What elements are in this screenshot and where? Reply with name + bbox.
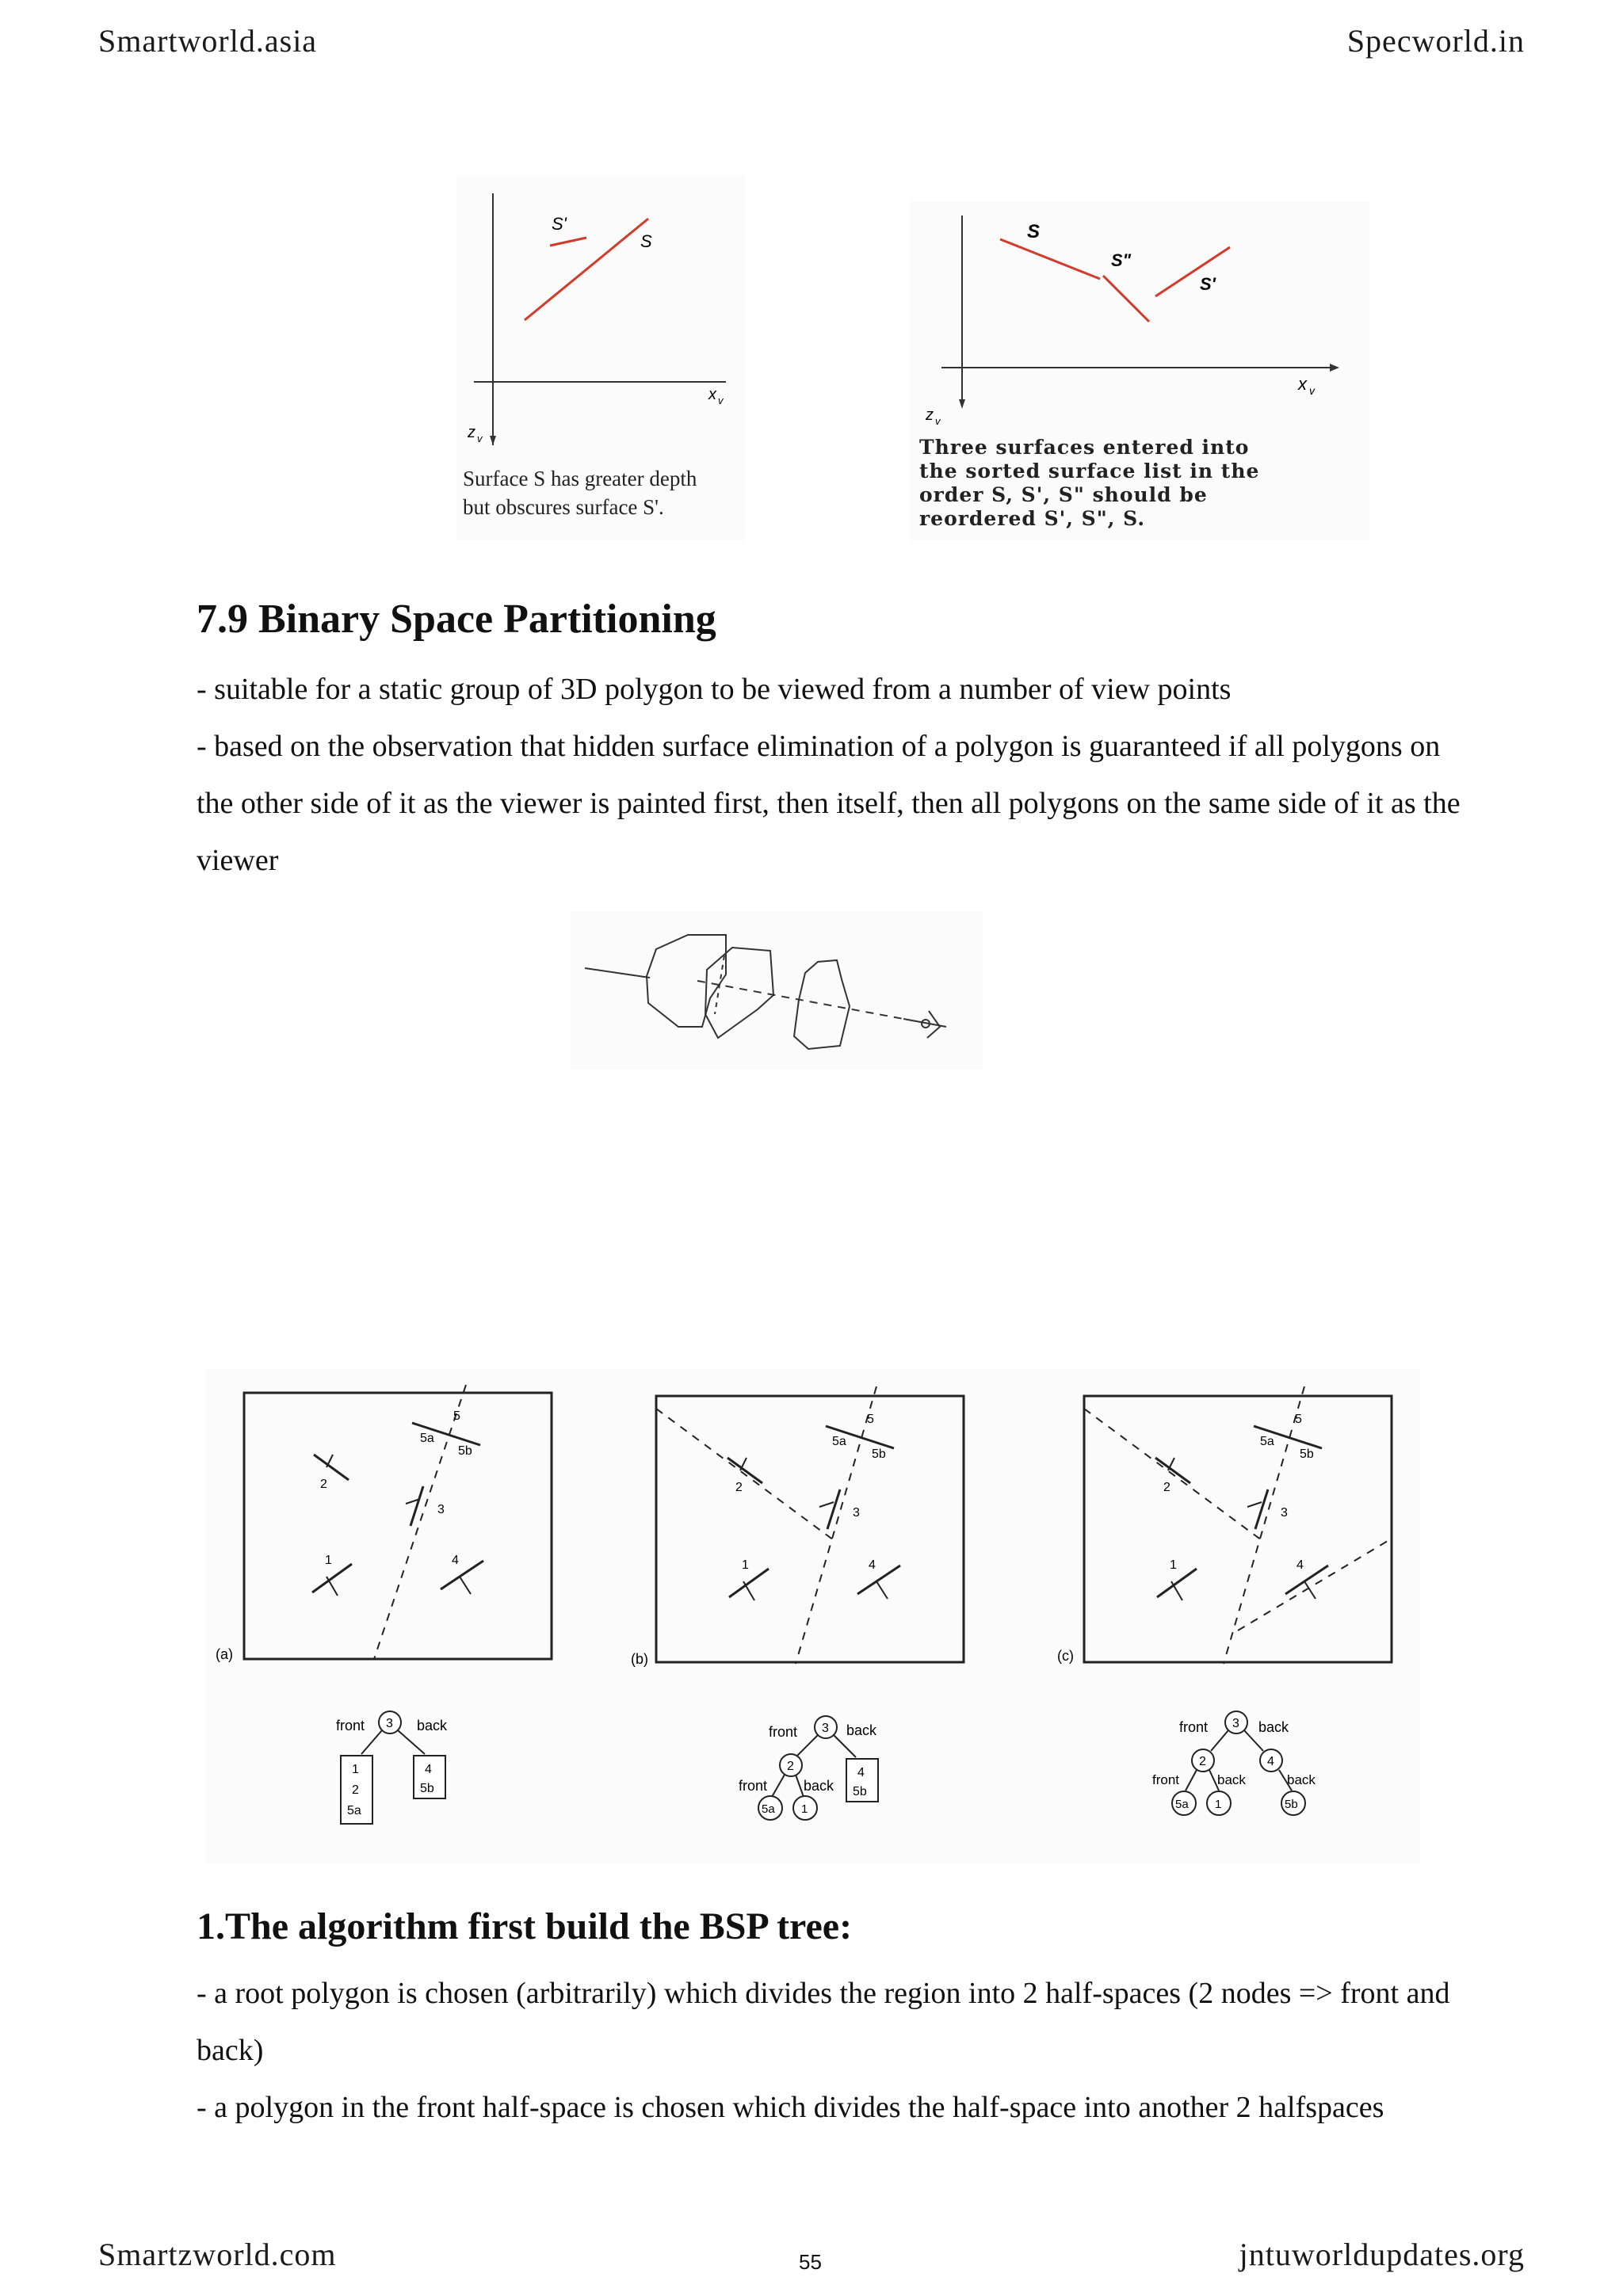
tree-a-back: back bbox=[417, 1718, 448, 1733]
label-3: 3 bbox=[1281, 1506, 1288, 1520]
panel-c bbox=[1057, 1386, 1392, 1815]
header-right: Specworld.in bbox=[1346, 23, 1525, 59]
label-1: 1 bbox=[1170, 1558, 1177, 1572]
label-5b: 5b bbox=[1300, 1447, 1314, 1461]
tree-b-back: back bbox=[846, 1722, 877, 1738]
tree-a-front: front bbox=[336, 1718, 365, 1733]
tree-b-front: front bbox=[769, 1724, 798, 1740]
page-number: 55 bbox=[799, 2250, 822, 2274]
tree-c-root: 3 bbox=[1232, 1717, 1239, 1730]
label-5b: 5b bbox=[872, 1447, 886, 1461]
tree-c-left-front: front bbox=[1152, 1772, 1180, 1787]
label-z-axis: z bbox=[468, 424, 475, 441]
label-x-axis-sub: v bbox=[718, 395, 724, 406]
polygon-1 bbox=[647, 935, 726, 1027]
panel-tag-a: (a) bbox=[216, 1646, 233, 1662]
label-s-prime: S' bbox=[1200, 274, 1216, 294]
label-2: 2 bbox=[1163, 1481, 1170, 1494]
polygon-3 bbox=[794, 960, 850, 1049]
tree-a-front-2: 2 bbox=[352, 1783, 359, 1797]
paragraph-1: - suitable for a static group of 3D polygon to be viewed from a number of view points bbox=[197, 673, 1232, 706]
figure-reorder-surfaces bbox=[910, 201, 1369, 540]
label-5b: 5b bbox=[458, 1444, 472, 1458]
label-x-axis: x bbox=[708, 386, 716, 403]
label-4: 4 bbox=[1296, 1558, 1304, 1572]
label-2: 2 bbox=[735, 1481, 743, 1494]
label-s: S bbox=[640, 231, 652, 251]
tree-c-leaf-5b: 5b bbox=[1285, 1798, 1298, 1811]
caption-line-2: but obscures surface S'. bbox=[463, 495, 664, 519]
label-x-axis-sub: v bbox=[1309, 384, 1315, 397]
caption-line-2: the sorted surface list in the bbox=[919, 460, 1260, 482]
tree-c-child-right: 4 bbox=[1267, 1755, 1274, 1768]
tree-a-back-4: 4 bbox=[425, 1763, 432, 1776]
tree-c-leaf-5a: 5a bbox=[1175, 1798, 1189, 1811]
caption-line-1: Surface S has greater depth bbox=[463, 467, 697, 490]
label-z-axis-sub: v bbox=[935, 415, 941, 427]
tree-a-back-5b: 5b bbox=[420, 1782, 434, 1795]
label-z-axis-sub: v bbox=[477, 433, 483, 444]
label-3: 3 bbox=[853, 1506, 860, 1520]
tree-c-right-back: back bbox=[1287, 1772, 1316, 1787]
tree-c-leaf-1: 1 bbox=[1215, 1798, 1222, 1811]
label-4: 4 bbox=[452, 1554, 459, 1567]
label-5: 5 bbox=[867, 1413, 874, 1426]
z-axis-arrow-icon bbox=[490, 436, 496, 445]
tree-a-front-5a: 5a bbox=[347, 1804, 361, 1817]
tree-b-leaf-5a: 5a bbox=[762, 1802, 775, 1816]
label-s-prime: S' bbox=[552, 214, 567, 234]
panel-a bbox=[216, 1385, 552, 1824]
label-5: 5 bbox=[1295, 1413, 1302, 1426]
label-5: 5 bbox=[453, 1409, 460, 1423]
section2-paragraph-2: - a polygon in the front half-space is chosen which divides the half-space into another 2 halfspaces bbox=[197, 2091, 1384, 2124]
label-3: 3 bbox=[437, 1503, 445, 1516]
figure-bsp-tree bbox=[206, 1369, 1420, 1863]
panel-tag-c: (c) bbox=[1057, 1648, 1074, 1664]
label-5a: 5a bbox=[832, 1435, 846, 1448]
polygon-2 bbox=[705, 948, 773, 1038]
tree-b-root: 3 bbox=[822, 1722, 829, 1735]
z-axis-arrow-icon bbox=[959, 399, 965, 409]
label-2: 2 bbox=[320, 1478, 327, 1491]
figure-polygons-view bbox=[571, 911, 983, 1070]
label-1: 1 bbox=[742, 1558, 749, 1572]
surface-s bbox=[1000, 239, 1100, 279]
tree-a-root: 3 bbox=[386, 1717, 393, 1730]
label-4: 4 bbox=[869, 1558, 876, 1572]
footer-right: jntuworldupdates.org bbox=[1239, 2237, 1525, 2272]
tree-b-child-back: back bbox=[804, 1778, 834, 1794]
tree-b-back-5b: 5b bbox=[853, 1785, 867, 1798]
caption-line-3: order S, S', S" should be bbox=[919, 483, 1208, 506]
tree-c-front: front bbox=[1179, 1719, 1209, 1735]
surface-s-double-prime bbox=[1103, 276, 1149, 322]
section-title: 7.9 Binary Space Partitioning bbox=[197, 597, 716, 642]
label-z-axis: z bbox=[926, 406, 934, 424]
tree-c-left-back: back bbox=[1217, 1772, 1246, 1787]
tree-c-child-left: 2 bbox=[1199, 1755, 1206, 1768]
section2-paragraph-1: - a root polygon is chosen (arbitrarily) which divides the region into 2 half-spaces (2 nodes => front and back) bbox=[197, 1977, 1450, 2067]
figure-depth-obscure bbox=[456, 174, 745, 540]
header-left: Smartworld.asia bbox=[98, 23, 318, 59]
x-axis-arrow-icon bbox=[1330, 364, 1339, 372]
label-1: 1 bbox=[325, 1554, 332, 1567]
caption-line-4: reordered S', S", S. bbox=[919, 507, 1146, 530]
panel-b bbox=[631, 1386, 964, 1820]
label-5a: 5a bbox=[420, 1432, 434, 1445]
view-line-start bbox=[585, 968, 650, 978]
label-s: S bbox=[1027, 221, 1041, 242]
tree-b-child-front: front bbox=[739, 1778, 768, 1794]
surface-s-prime bbox=[550, 238, 586, 246]
paragraph-2: - based on the observation that hidden surface elimination of a polygon is guaranteed if all polygons on the other side of it as the viewer is painted first, then itself, then all polygons on the same side of it as the viewer bbox=[197, 730, 1461, 877]
caption-line-1: Three surfaces entered into bbox=[919, 436, 1250, 459]
section2-title: 1.The algorithm first build the BSP tree: bbox=[197, 1905, 853, 1947]
tree-b-leaf-1: 1 bbox=[801, 1802, 808, 1816]
footer-left: Smartzworld.com bbox=[98, 2237, 337, 2272]
panel-tag-b: (b) bbox=[631, 1651, 648, 1667]
label-5a: 5a bbox=[1260, 1435, 1274, 1448]
label-s-double-prime: S" bbox=[1111, 250, 1132, 270]
tree-b-child: 2 bbox=[787, 1760, 794, 1773]
view-line-dashed bbox=[697, 981, 903, 1019]
surface-s bbox=[525, 219, 648, 320]
tree-c-back: back bbox=[1258, 1719, 1289, 1735]
label-x-axis: x bbox=[1298, 374, 1307, 394]
surface-s-prime bbox=[1155, 247, 1230, 296]
tree-a-front-1: 1 bbox=[352, 1763, 359, 1776]
tree-b-back-4: 4 bbox=[857, 1766, 865, 1779]
